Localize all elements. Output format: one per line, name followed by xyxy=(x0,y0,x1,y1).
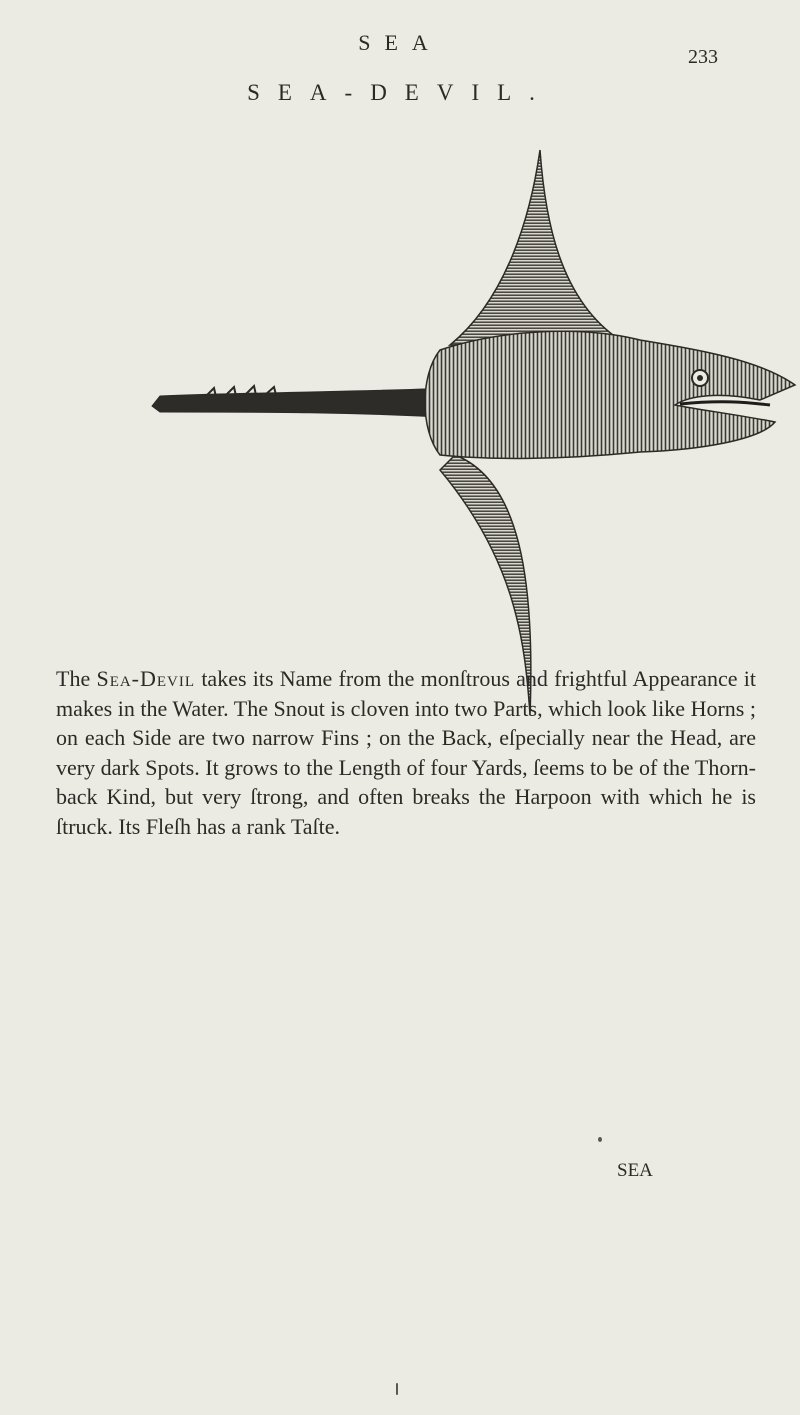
entry-title: SEA-DEVIL. xyxy=(247,80,553,105)
page-number: 233 xyxy=(688,46,718,68)
ink-speck xyxy=(598,1137,602,1142)
paragraph-lead: The xyxy=(56,666,91,691)
running-head: SEA xyxy=(358,30,442,55)
ink-speck xyxy=(396,1383,398,1395)
sea-devil-engraving xyxy=(0,140,800,720)
entry-paragraph xyxy=(56,664,756,841)
term-sea-devil: Sea-Devil xyxy=(96,666,196,691)
paragraph-text: takes its Name from the monſtrous and frightful Appearance it makes in the Water. The Snout is cloven into two Parts, which look like Horns ; on each Side are two narrow Fins ; on the Back, eſpecially near the Head, are very dark Spots. It grows to the Length of four Yards, ſeems to be of the Thorn-back Kind, but very ſtrong, and often breaks the Harpoon with which he is ſtruck. Its Fleſh has a rank Taſte. xyxy=(56,666,757,839)
catchword: SEA xyxy=(617,1160,653,1181)
